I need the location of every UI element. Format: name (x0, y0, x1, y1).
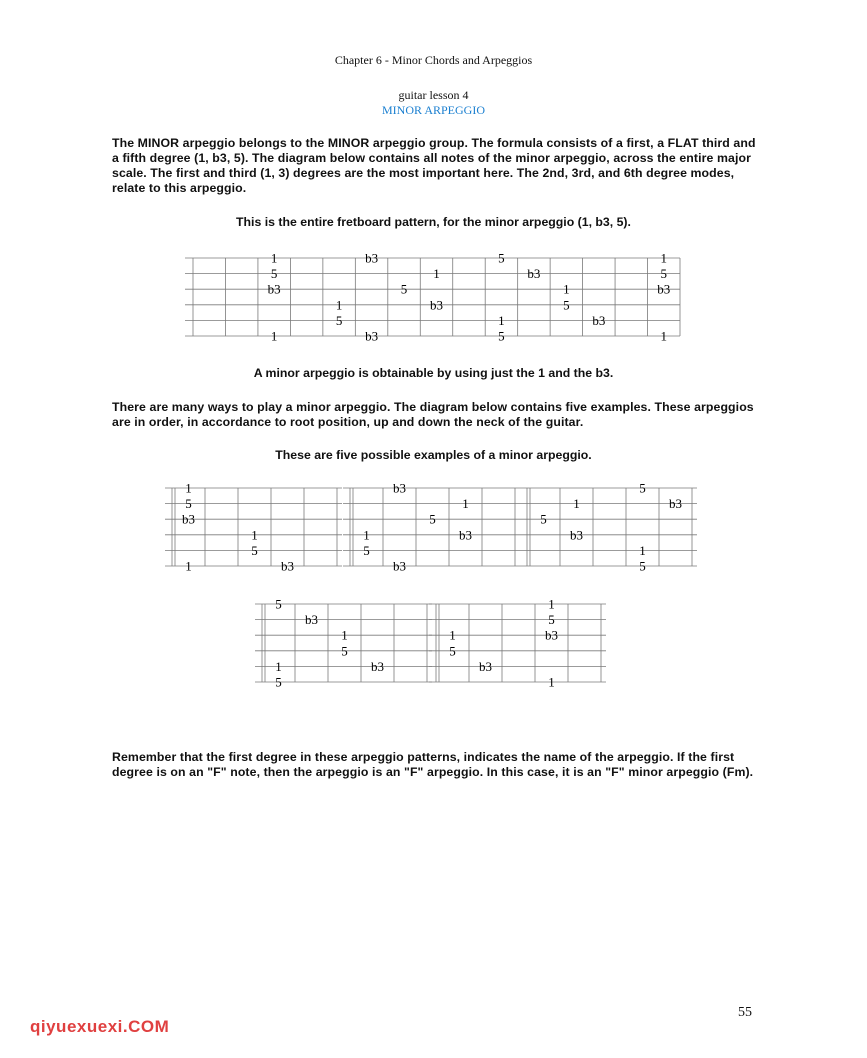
intro-paragraph: The MINOR arpeggio belongs to the MINOR arpeggio group. The formula consists of a first, a FLAT third and a fifth degree (1, b3, 5). The diagram below contains all notes of the minor arpeggio, across the entire major scale. The first and third (1, 3) degrees are the most important here. The 2nd, 3rd, and 6th degree modes, relate to this arpeggio. (112, 136, 756, 195)
fretboard-example-2 (343, 480, 523, 576)
fret-note: 1 (185, 480, 192, 496)
fret-note: 1 (433, 266, 440, 282)
conclusion-paragraph: Remember that the first degree in these arpeggio patterns, indicates the name of the arpeggio. If the first degree is on an "F" note, then the arpeggio is an "F" arpeggio. In this case, it is an "F" minor arpeggio (Fm). (112, 750, 754, 779)
fretboard-example-3 (520, 480, 700, 576)
fret-note: 1 (270, 328, 278, 344)
fret-note: 1 (563, 281, 570, 297)
fret-note: 5 (639, 558, 646, 574)
lesson-title: MINOR ARPEGGIO (381, 103, 485, 117)
chapter-heading: Chapter 6 - Minor Chords and Arpeggios (334, 53, 533, 67)
fret-note: 1 (639, 542, 646, 558)
fret-note: 1 (341, 627, 348, 643)
fret-note: 5 (363, 542, 370, 558)
fret-note: 5 (335, 312, 343, 328)
fret-note: b3 (657, 281, 671, 297)
fret-note: b3 (430, 297, 443, 313)
fret-note: 5 (449, 643, 456, 659)
fret-note: b3 (371, 658, 384, 674)
fretboard-full-pattern (185, 250, 685, 346)
fretboard-example-1 (165, 480, 345, 576)
fret-note: 5 (185, 496, 192, 512)
lesson-label: guitar lesson 4 (398, 88, 469, 102)
fret-note: 1 (185, 558, 192, 574)
fret-note: 5 (270, 266, 278, 282)
fret-note: b3 (479, 658, 492, 674)
fret-note: b3 (182, 511, 195, 527)
fret-note: 1 (335, 297, 343, 313)
fretboard-example-5 (429, 596, 609, 692)
watermark-logo: qiyuexuexi.COM (30, 1017, 170, 1036)
fret-note: 1 (548, 596, 555, 612)
fret-note: 5 (548, 612, 555, 628)
fret-note: 5 (563, 297, 570, 313)
fret-note: b3 (570, 527, 583, 543)
fret-note: b3 (669, 496, 682, 512)
fret-note: 5 (429, 511, 436, 527)
fret-note: b3 (365, 328, 379, 344)
fret-note: 1 (251, 527, 258, 543)
fret-note: 5 (275, 596, 282, 612)
fret-note: 5 (660, 266, 668, 282)
fret-note: 1 (363, 527, 370, 543)
fret-note: b3 (527, 266, 541, 282)
fret-note: b3 (365, 250, 379, 266)
caption-full-fretboard: This is the entire fretboard pattern, for the minor arpeggio (1, b3, 5). (236, 215, 631, 229)
fret-note: 1 (270, 250, 278, 266)
fret-note: 5 (540, 511, 547, 527)
fret-note: 1 (660, 250, 668, 266)
fret-note: b3 (281, 558, 294, 574)
fret-note: 1 (660, 328, 668, 344)
fret-note: 5 (251, 542, 258, 558)
fret-note: b3 (393, 480, 406, 496)
fret-note: 1 (498, 312, 505, 328)
ways-paragraph: There are many ways to play a minor arpeggio. The diagram below contains five examples. These arpeggios are in order, in accordance to root position, up and down the neck of the guitar. (112, 400, 754, 429)
fret-note: 1 (275, 658, 282, 674)
fret-note: b3 (592, 312, 606, 328)
fret-note: 1 (548, 674, 555, 690)
fret-note: 1 (449, 627, 456, 643)
fret-note: 1 (462, 496, 469, 512)
fret-note: 5 (275, 674, 282, 690)
fret-note: 5 (341, 643, 348, 659)
fretboard-example-4 (255, 596, 435, 692)
fret-note: 5 (639, 480, 646, 496)
fret-note: b3 (545, 627, 558, 643)
page-number: 55 (738, 1005, 752, 1020)
fret-note: 5 (400, 281, 408, 297)
fret-note: 1 (573, 496, 580, 512)
caption-five-examples: These are five possible examples of a minor arpeggio. (275, 448, 592, 462)
fret-note: 5 (498, 328, 505, 344)
fret-note: b3 (267, 281, 281, 297)
fret-note: b3 (305, 612, 318, 628)
fret-note: b3 (459, 527, 472, 543)
fret-note: b3 (393, 558, 406, 574)
fret-note: 5 (498, 250, 505, 266)
caption-obtainable: A minor arpeggio is obtainable by using just the 1 and the b3. (253, 366, 614, 380)
